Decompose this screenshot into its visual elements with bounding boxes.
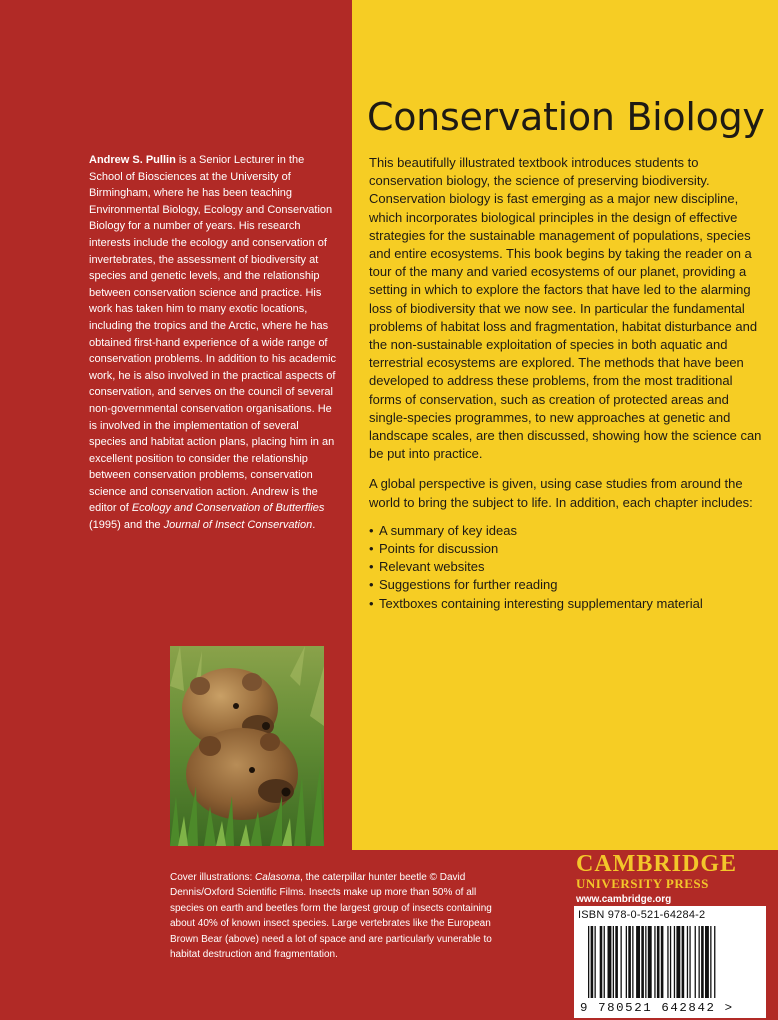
list-item: • A summary of key ideas <box>369 522 767 540</box>
cover-credits <box>170 870 510 962</box>
author-bio-text-3: . <box>312 519 316 532</box>
chapter-features-list <box>369 522 767 613</box>
publisher-name: CAMBRIDGE <box>576 851 738 877</box>
list-item: • Relevant websites <box>369 558 767 576</box>
publisher-website: www.cambridge.org <box>576 894 672 905</box>
description-paragraph-2: A global perspective is given, using case studies from around the world to bring the subject to life. In addition, each chapter includes: <box>369 476 753 510</box>
brown-bear-photo <box>170 646 324 846</box>
credits-prefix: Cover illustrations: <box>170 872 256 883</box>
author-book-1: Ecology and Conservation of Butterflies <box>131 502 325 515</box>
credits-species: Calasoma <box>255 872 301 883</box>
author-bio-text-1: is a Senior Lecturer in the School of Biosciences at the University of Birmingham, where he has been teaching Environmental Biology, Ecology and Conservation Biology for a number of years. His research interests include the ecology and conservation of invertebrates, the assessment of biodiversity at species and genetic levels, and the relationship between conservation science and practice. His work has taken him to many exotic locations, including the tropics and the Arctic, where he has obtained first-hand experience of a wide range of conservation problems. In addition to his academic work, he is also involved in the practical aspects of conservation, and serves on the council of several non-governmental conservation organisations. He is involved in the implementation of several species and habitat action plans, placing him in an excellent position to consider the relationship between conservation problems, conservation science and conservation action. Andrew is the editor of <box>89 154 337 515</box>
publisher-subtitle: UNIVERSITY PRESS <box>576 876 709 891</box>
author-name: Andrew S. Pullin <box>89 154 176 166</box>
barcode <box>574 906 766 1018</box>
barcode-digits: 9 780521 642842 > <box>580 1001 734 1015</box>
list-item: • Textboxes containing interesting supplementary material <box>369 595 767 613</box>
publisher-logo <box>576 852 766 907</box>
list-item: • Points for discussion <box>369 540 767 558</box>
book-title: Conservation Biology <box>367 95 765 139</box>
list-item: • Suggestions for further reading <box>369 576 767 594</box>
author-bio-text-2: (1995) and the <box>89 519 164 532</box>
author-bio <box>89 152 339 534</box>
author-book-2: Journal of Insect Conservation <box>163 519 313 532</box>
book-description <box>369 154 767 613</box>
description-paragraph-1: This beautifully illustrated textbook introduces students to conservation biology, the science of preserving biodiversity. Conservation biology is fast emerging as a major new discipline, which incorporates biological principles in the design of effective strategies for the sustainable management of populations, species and entire ecosystems. This book begins by taking the reader on a tour of the many and varied ecosystems of our planet, providing a setting in which to explore the factors that have led to the alarming loss of biodiversity that we now see. In particular the fundamental problems of habitat loss and fragmentation, habitat disturbance and the non-sustainable exploitation of species in both aquatic and terrestrial ecosystems are explored. The methods that have been developed to address these problems, from the most traditional forms of conservation, such as creation of protected areas and single-species programmes, to new approaches at genetic and landscape scales, are then discussed, showing how the science can be put into practice. <box>369 155 762 462</box>
credits-text: , the caterpillar hunter beetle © David Dennis/Oxford Scientific Films. Insects make up more than 50% of all species on earth and beetles form the largest group of insects containing about 40% of known insect species. Large vertebrates like the European Brown Bear (above) need a lot of space and are particularly vunerable to habitat destruction and fragmentation. <box>170 872 492 961</box>
isbn-label: ISBN 978-0-521-64284-2 <box>578 909 706 921</box>
